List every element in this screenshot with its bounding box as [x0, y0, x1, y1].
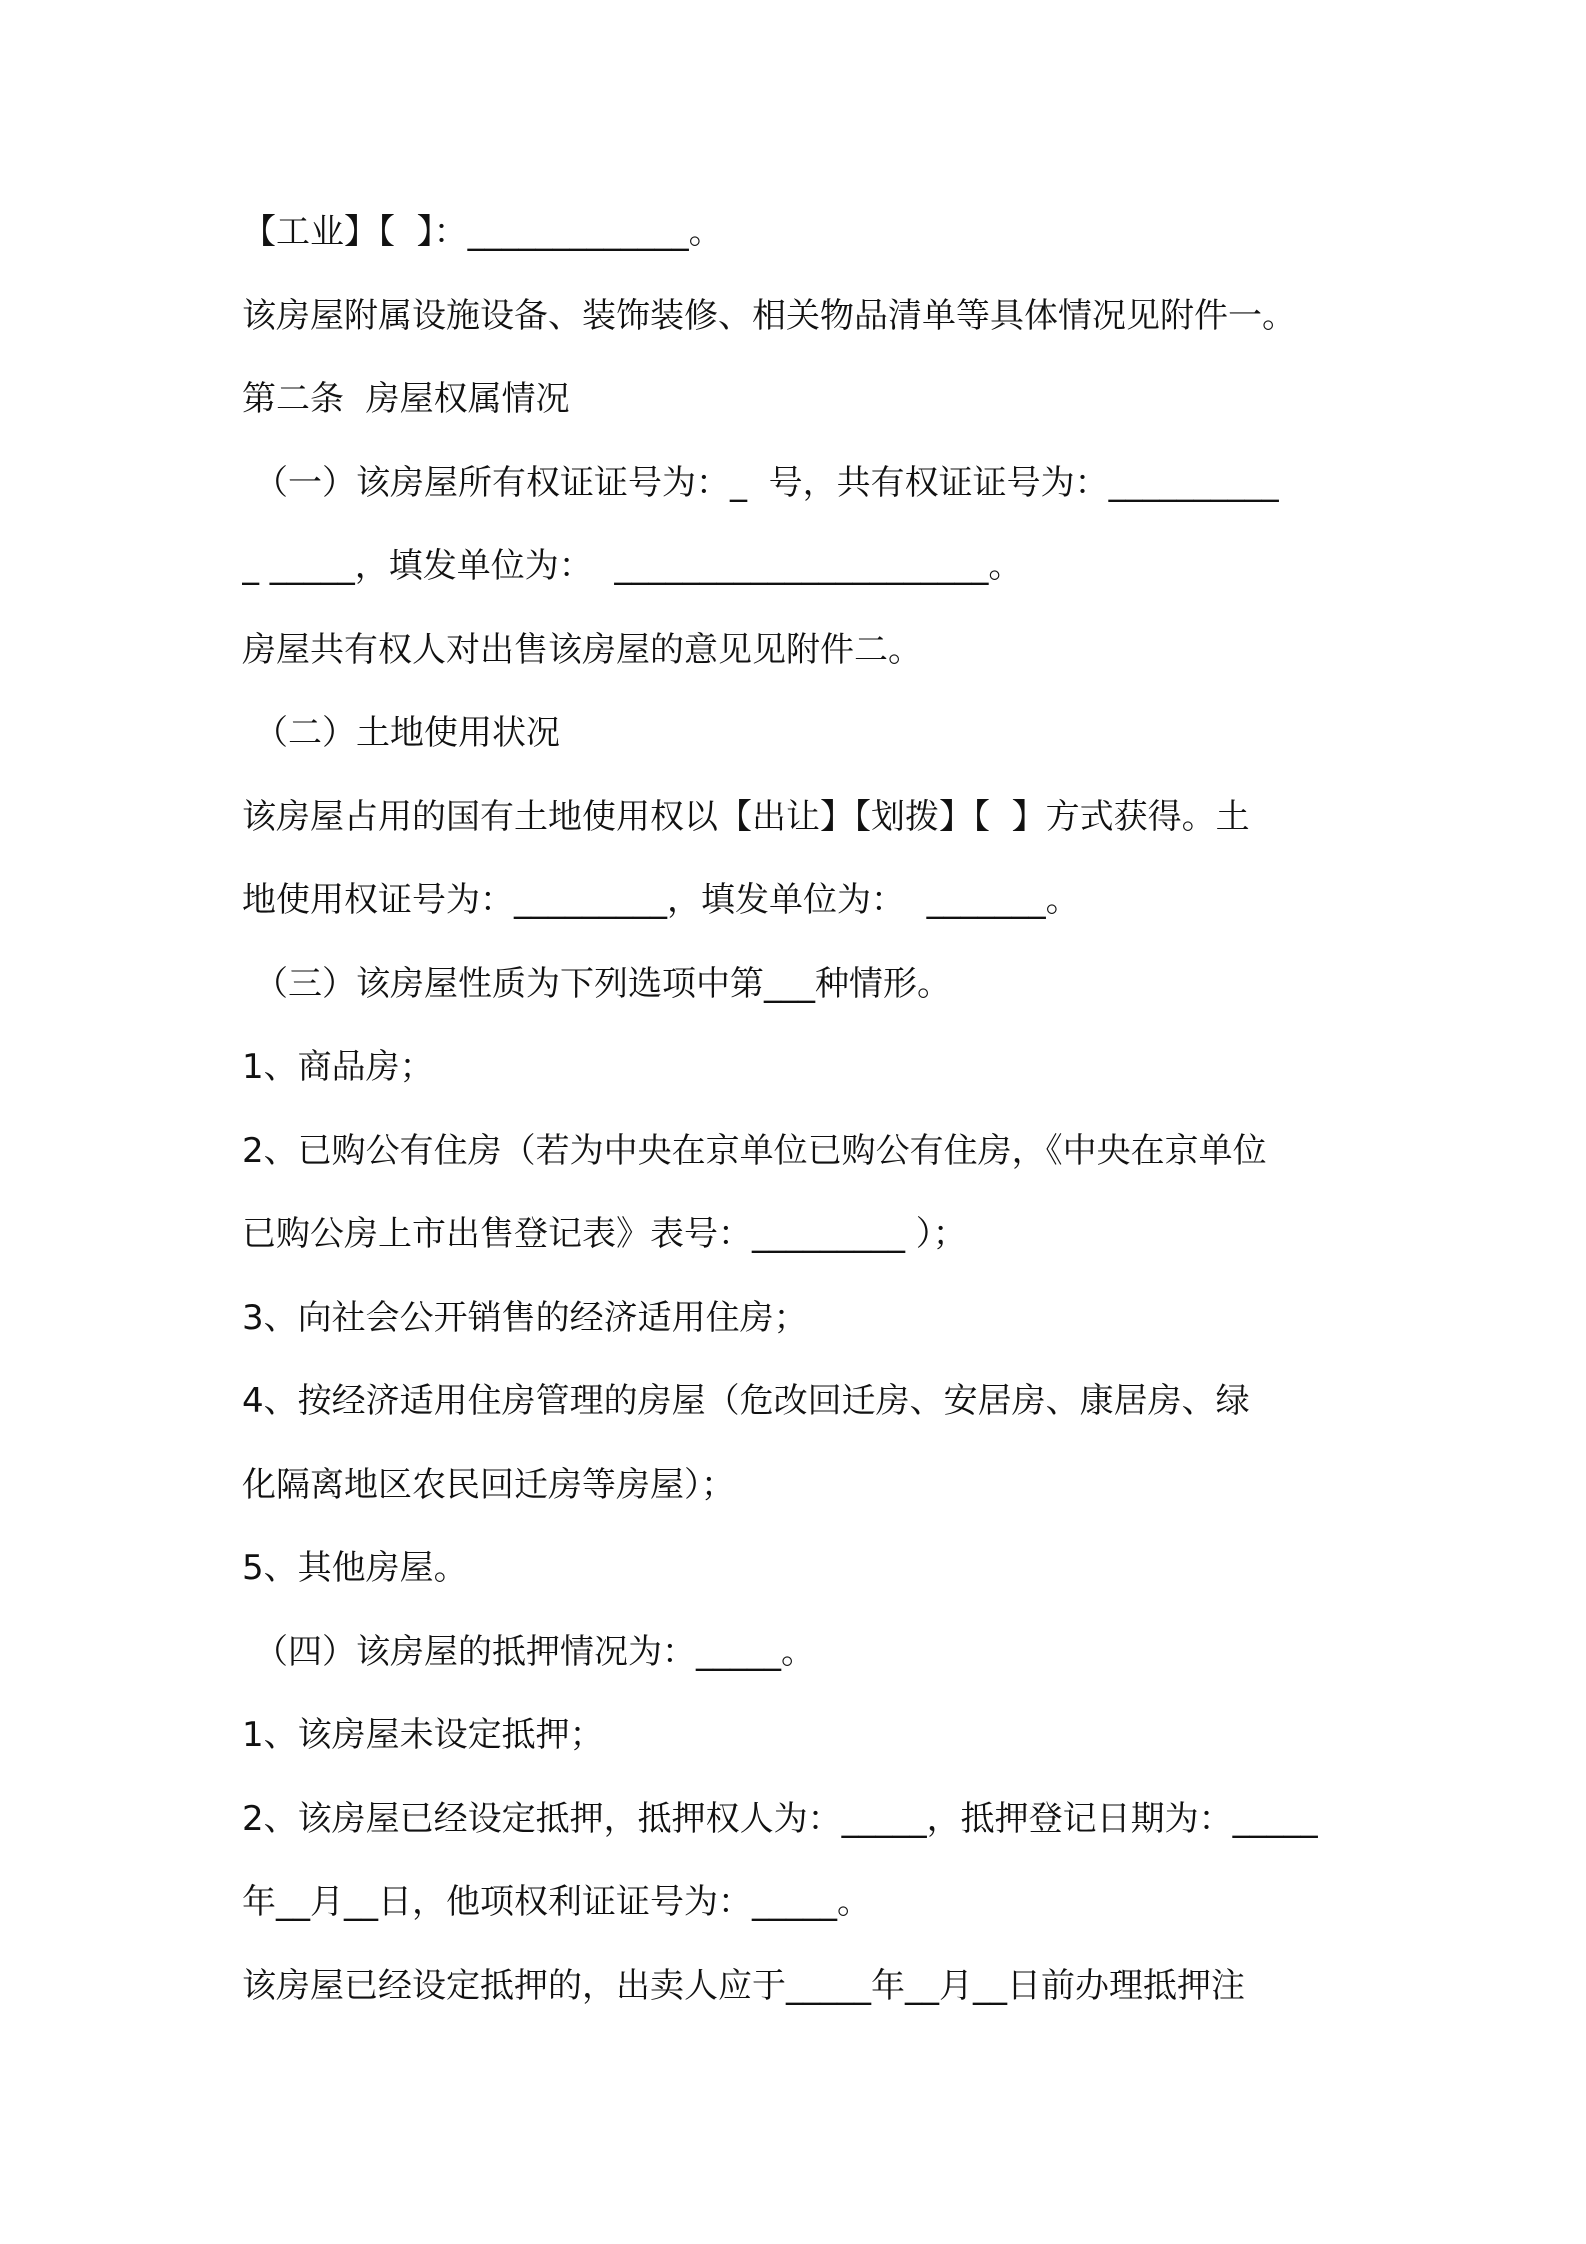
mortgage-set-option-cont: 年__月__日，他项权利证证号为：_____。: [242, 1882, 871, 1922]
land-use-method-line: 该房屋占用的国有土地使用权以【出让】【划拨】【 】方式获得。土: [242, 796, 1250, 837]
option-public-housing: 2、已购公有住房（若为中央在京单位已购公有住房，《中央在京单位: [242, 1130, 1267, 1171]
mortgage-release-line: 该房屋已经设定抵押的，出卖人应于_____年__月__日前办理抵押注: [242, 1965, 1245, 2006]
mortgage-set-option: 2、该房屋已经设定抵押，抵押权人为：_____，抵押登记日期为：_____: [242, 1798, 1318, 1839]
land-use-heading: （二）土地使用状况: [254, 713, 560, 753]
industrial-use-line: 【工业】【 】：_____________。: [242, 212, 723, 252]
attachment-two-note: 房屋共有权人对出售该房屋的意见见附件二。: [242, 629, 922, 670]
option-managed-housing: 4、按经济适用住房管理的房屋（危改回迁房、安居房、康居房、绿: [242, 1381, 1250, 1421]
article-two-heading: 第二条 房屋权属情况: [242, 379, 570, 419]
document-body: [242, 196, 1362, 2033]
option-commercial-housing: 1、商品房；: [242, 1047, 434, 1087]
option-affordable-housing: 3、向社会公开销售的经济适用住房；: [242, 1297, 808, 1338]
option-other-housing: 5、其他房屋。: [242, 1548, 468, 1588]
option-managed-housing-cont: 化隔离地区农民回迁房等房屋）；: [242, 1464, 735, 1505]
attachment-one-note: 该房屋附属设施设备、装饰装修、相关物品清单等具体情况见附件一。: [242, 295, 1296, 336]
property-nature-heading: （三）该房屋性质为下列选项中第___种情形。: [254, 963, 951, 1004]
issuing-unit-line: _ _____，填发单位为： ______________________。: [242, 546, 1023, 586]
land-certificate-line: 地使用权证号为：_________，填发单位为： _______。: [242, 880, 1080, 920]
mortgage-heading: （四）该房屋的抵押情况为：_____。: [254, 1631, 815, 1672]
ownership-certificate-line: （一）该房屋所有权证证号为：_ 号，共有权证证号为：__________: [254, 462, 1279, 503]
option-public-housing-cont: 已购公房上市出售登记表》表号：_________ ）；: [242, 1214, 967, 1254]
mortgage-none-option: 1、该房屋未设定抵押；: [242, 1715, 604, 1755]
